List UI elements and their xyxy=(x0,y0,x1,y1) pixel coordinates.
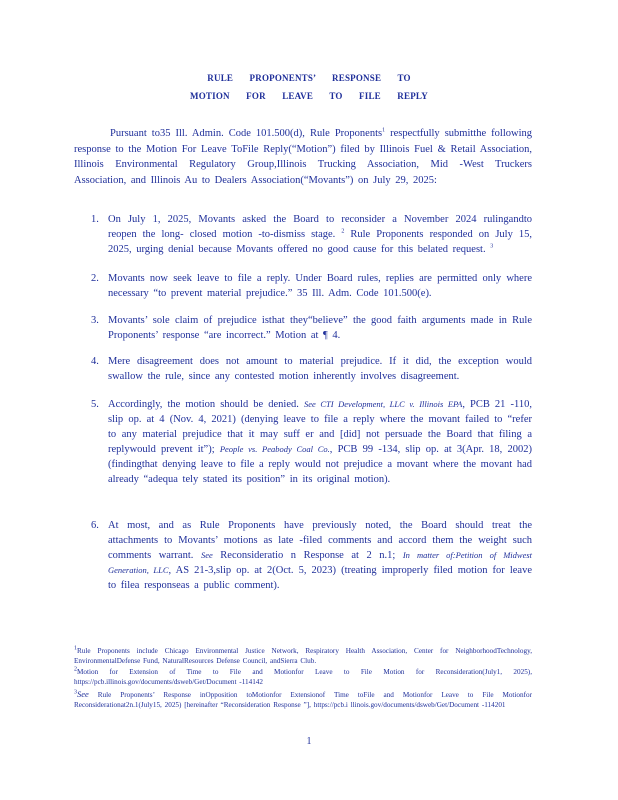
footnote-link[interactable]: https://pcb.illinois.gov/documents/dsweb/Get/Document -114142 xyxy=(74,678,263,686)
paragraph-number: 2. xyxy=(91,273,99,284)
paragraph-text: Movants now seek leave to file a reply. Under Board rules, replies are permitted only where necessary “to prevent material prejudice.” 35 Ill. Adm. Code 101.500(e). xyxy=(108,273,532,299)
intro-text-2: respectfully submitthe following response to the Motion For Leave ToFile Reply(“Motion”) filed by Illinois Fuel & Retail Association, Illinois Environmental Regulatory Group,Illinois Trucking Association, Mid -West Truckers Association, and Illinois Au to Dealers Association(“Movants”) on July 29, 2025: xyxy=(74,128,533,186)
footnote-ref-2[interactable]: 2 xyxy=(341,228,345,235)
footnote-ref-3[interactable]: 3 xyxy=(490,243,494,250)
case-citation-midwest: In matter of:Petition of Midwest Generation, LLC xyxy=(108,550,533,575)
numbered-paragraph-2 xyxy=(91,271,532,301)
paragraph-text: At most, and as Rule Proponents have previously noted, the Board should treat the attachments to Movants’ motions as late -filed comments and accord them the weight such comments warrant. xyxy=(108,520,532,561)
paragraph-text-end: , PCB 99 -134, slip op. at 3(Apr. 18, 2002) (findingthat denying leave to file a reply would not prejudice a movant where the movant had already “adequa tely stated its position” in its original motion). xyxy=(108,444,533,485)
paragraph-number: 1. xyxy=(91,214,99,225)
footnote-text: Rule Proponents include Chicago Environmental Justice Network, Respiratory Health Association, Center for NeighborhoodTechnology, EnvironmentalDefense Fund, NaturalResources Defense Council, andSierra Club. xyxy=(74,647,532,665)
paragraph-text: On July 1, 2025, Movants asked the Board to reconsider a November 2024 rulingandto reopen the long- closed motion -to-dismiss stage. xyxy=(108,214,532,240)
page-number: 1 xyxy=(306,736,312,747)
signal-see: See xyxy=(200,550,213,560)
paragraph-number: 6. xyxy=(91,520,99,531)
footnote-text: Rule Proponents’ Response inOpposition toMotionfor Extensionof Time toFile and Motionfor Leave to File Motionfor Reconsiderationat2n.1(July15, 2025) [hereinafter “Reconsideration Response ”], xyxy=(74,691,532,709)
footnote-text: Motion for Extension of Time to File and Motionfor Leave to File Motion for Reconsideration(July1, 2025), xyxy=(77,668,532,676)
paragraph-text: Mere disagreement does not amount to material prejudice. If it did, the exception would swallow the rule, since any contested motion inherently involves disagreement. xyxy=(108,356,532,382)
paragraph-number: 3. xyxy=(91,315,99,326)
footnote-3 xyxy=(74,689,532,710)
footnote-link[interactable]: https://pcb.i llinois.gov/documents/dsweb/Get/Document -114201 xyxy=(313,701,506,709)
paragraph-text-cont: Rule Proponents responded on July 15, 2025, urging denial because Movants offered no good cause for this belated request. xyxy=(108,229,532,255)
signal-see: See xyxy=(77,689,89,699)
paragraph-text-end: , AS 21-3,slip op. at 2(Oct. 5, 2023) (treating improperly filed motion for leave to filea responseas a public comment). xyxy=(108,565,532,591)
numbered-paragraph-1 xyxy=(91,212,532,257)
footnote-mark: 1 xyxy=(74,645,77,652)
numbered-paragraph-4 xyxy=(91,354,532,384)
footnote-ref-1[interactable]: 1 xyxy=(382,127,386,134)
footnote-mark: 3 xyxy=(74,689,77,696)
footnote-2 xyxy=(74,667,532,687)
document-title-line-1: RULE PROPONENTS’ RESPONSE TO xyxy=(207,73,411,83)
paragraph-text: Movants’ sole claim of prejudice isthat they“believe” the good faith arguments made in Rule Proponents’ response “are incorrect.” Motion at ¶ 4. xyxy=(108,315,532,341)
case-citation-cti: See CTI Development, LLC v. Illinois EPA xyxy=(303,399,463,409)
intro-text-1: Pursuant to35 Ill. Admin. Code 101.500(d), Rule Proponents xyxy=(110,128,383,139)
paragraph-number: 4. xyxy=(91,356,99,367)
intro-paragraph xyxy=(74,126,532,188)
numbered-paragraph-5 xyxy=(91,397,532,487)
paragraph-number: 5. xyxy=(91,399,99,410)
paragraph-text-cont: Reconsideratio n Response at 2 n.1; xyxy=(220,550,396,561)
footnote-mark: 2 xyxy=(74,666,77,673)
case-citation-peabody: People vs. Peabody Coal Co. xyxy=(219,444,330,454)
paragraph-text-cont: , PCB 21 -110, slip op. at 4 (Nov. 4, 2021) (denying leave to file a reply where the movant failed to “refer to any material prejudice that it may suff er and [did] not persuade the Board that filing a replywould prevent it”); xyxy=(108,399,532,455)
paragraph-text: Accordingly, the motion should be denied. xyxy=(108,399,299,410)
numbered-paragraph-6 xyxy=(91,518,532,593)
numbered-paragraph-3 xyxy=(91,313,532,343)
footnote-1 xyxy=(74,646,532,666)
document-title-line-2: MOTION FOR LEAVE TO FILE REPLY xyxy=(190,91,428,101)
